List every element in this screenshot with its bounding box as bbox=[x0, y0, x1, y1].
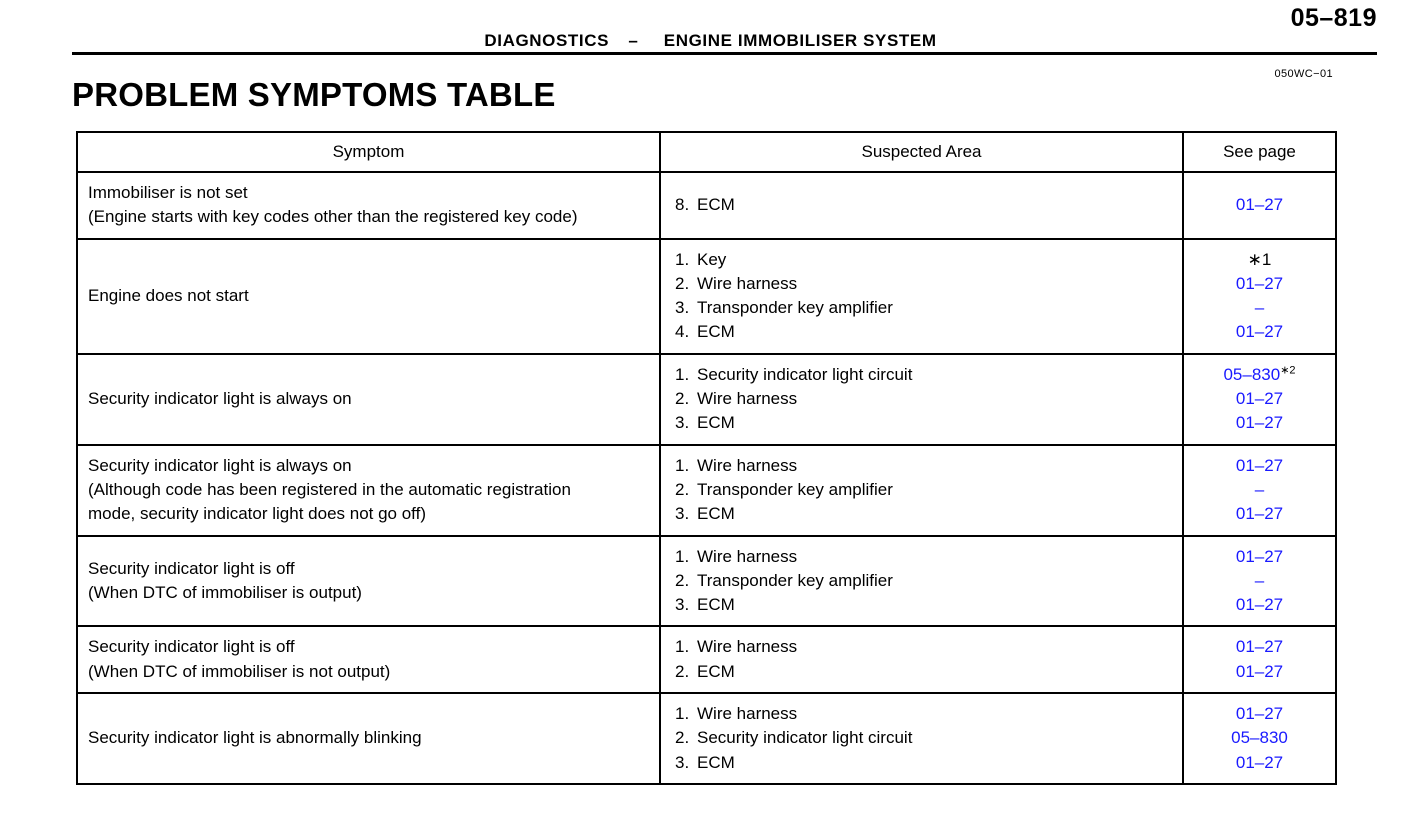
suspected-area-text: ECM bbox=[697, 322, 735, 342]
symptom-line: (Although code has been registered in the automatic registration bbox=[88, 479, 571, 499]
page-reference-value: 01–27 bbox=[1235, 704, 1284, 724]
header-divider bbox=[72, 52, 1377, 55]
suspected-area-number: 1. bbox=[675, 364, 690, 384]
see-page-cell bbox=[1183, 354, 1336, 445]
problem-symptoms-table bbox=[76, 131, 1337, 785]
page-reference-value: 01–27 bbox=[1235, 661, 1284, 681]
suspected-area-number: 2. bbox=[675, 728, 690, 748]
header-section: DIAGNOSTICS bbox=[484, 31, 610, 50]
suspected-area-cell bbox=[660, 536, 1183, 627]
suspected-area-number: 3. bbox=[675, 595, 690, 615]
suspected-area-item bbox=[675, 478, 1182, 502]
page-reference-link[interactable] bbox=[1184, 593, 1335, 617]
symptom-cell bbox=[77, 445, 660, 536]
table-row bbox=[77, 626, 1336, 693]
header-separator: – bbox=[628, 31, 639, 50]
page-reference-link[interactable] bbox=[1184, 660, 1335, 684]
table-row bbox=[77, 354, 1336, 445]
page-reference-value: 05–830 bbox=[1223, 364, 1281, 384]
suspected-area-text: Wire harness bbox=[697, 273, 798, 293]
table-row bbox=[77, 536, 1336, 627]
symptom-cell bbox=[77, 354, 660, 445]
page-reference-link[interactable] bbox=[1184, 702, 1335, 726]
page-title: PROBLEM SYMPTOMS TABLE bbox=[72, 76, 556, 113]
header-subsection: ENGINE IMMOBILISER SYSTEM bbox=[663, 31, 937, 50]
suspected-area-number: 2. bbox=[675, 389, 690, 409]
page-reference-value: 01–27 bbox=[1235, 413, 1284, 433]
column-header-symptom: Symptom bbox=[77, 132, 660, 172]
suspected-area-text: Transponder key amplifier bbox=[697, 479, 893, 499]
suspected-area-number: 3. bbox=[675, 752, 690, 772]
see-page-cell bbox=[1183, 239, 1336, 354]
suspected-area-item bbox=[675, 296, 1182, 320]
suspected-area-item bbox=[675, 363, 1182, 387]
suspected-area-text: Transponder key amplifier bbox=[697, 570, 893, 590]
page-reference-text bbox=[1184, 478, 1335, 502]
symptom-line: (Engine starts with key codes other than the registered key code) bbox=[88, 207, 578, 227]
page-number: 05–819 bbox=[1290, 4, 1377, 32]
symptom-line: mode, security indicator light does not go off) bbox=[88, 504, 426, 524]
page-reference-link[interactable] bbox=[1184, 751, 1335, 775]
page-reference-value: 01–27 bbox=[1235, 752, 1284, 772]
suspected-area-item bbox=[675, 635, 1182, 659]
page-reference-value: – bbox=[1254, 479, 1265, 499]
see-page-cell bbox=[1183, 626, 1336, 693]
suspected-area-cell bbox=[660, 239, 1183, 354]
suspected-area-item bbox=[675, 751, 1182, 775]
suspected-area-item bbox=[675, 248, 1182, 272]
suspected-area-text: Wire harness bbox=[697, 389, 798, 409]
suspected-area-text: Wire harness bbox=[697, 637, 798, 657]
suspected-area-item bbox=[675, 387, 1182, 411]
suspected-area-cell bbox=[660, 626, 1183, 693]
suspected-area-number: 8. bbox=[675, 195, 690, 215]
symptom-cell bbox=[77, 239, 660, 354]
page-reference-value: 01–27 bbox=[1235, 504, 1284, 524]
symptom-line: Security indicator light is always on bbox=[88, 455, 352, 475]
suspected-area-text: ECM bbox=[697, 661, 735, 681]
suspected-area-text: Wire harness bbox=[697, 455, 798, 475]
symptom-line: Security indicator light is off bbox=[88, 637, 295, 657]
page-reference-link[interactable] bbox=[1184, 272, 1335, 296]
suspected-area-number: 2. bbox=[675, 273, 690, 293]
suspected-area-item bbox=[675, 454, 1182, 478]
page-reference-value: 01–27 bbox=[1235, 195, 1284, 215]
suspected-area-number: 2. bbox=[675, 661, 690, 681]
page-reference-value: – bbox=[1254, 570, 1265, 590]
page-reference-text bbox=[1184, 569, 1335, 593]
page-reference-text bbox=[1184, 296, 1335, 320]
symptom-cell bbox=[77, 626, 660, 693]
suspected-area-item bbox=[675, 569, 1182, 593]
suspected-area-text: ECM bbox=[697, 595, 735, 615]
column-header-suspected-area: Suspected Area bbox=[660, 132, 1183, 172]
symptom-line: Security indicator light is off bbox=[88, 558, 295, 578]
page-reference-link[interactable] bbox=[1184, 502, 1335, 526]
symptom-line: (When DTC of immobiliser is not output) bbox=[88, 661, 391, 681]
suspected-area-item bbox=[675, 193, 1182, 217]
suspected-area-text: Security indicator light circuit bbox=[697, 728, 913, 748]
suspected-area-item bbox=[675, 272, 1182, 296]
suspected-area-number: 1. bbox=[675, 455, 690, 475]
page-reference-link[interactable] bbox=[1184, 411, 1335, 435]
suspected-area-text: Wire harness bbox=[697, 546, 798, 566]
suspected-area-item bbox=[675, 545, 1182, 569]
suspected-area-cell bbox=[660, 445, 1183, 536]
see-page-cell bbox=[1183, 172, 1336, 239]
suspected-area-text: Security indicator light circuit bbox=[697, 364, 913, 384]
see-page-cell bbox=[1183, 693, 1336, 784]
suspected-area-cell bbox=[660, 354, 1183, 445]
suspected-area-text: ECM bbox=[697, 752, 735, 772]
page-reference-link[interactable] bbox=[1184, 726, 1335, 750]
symptom-cell bbox=[77, 536, 660, 627]
suspected-area-number: 3. bbox=[675, 413, 690, 433]
suspected-area-number: 3. bbox=[675, 504, 690, 524]
page-reference-value: 01–27 bbox=[1235, 637, 1284, 657]
table-header-row bbox=[77, 132, 1336, 172]
symptom-line: Engine does not start bbox=[88, 286, 249, 306]
table-row bbox=[77, 239, 1336, 354]
suspected-area-item bbox=[675, 502, 1182, 526]
suspected-area-number: 1. bbox=[675, 637, 690, 657]
symptom-cell bbox=[77, 693, 660, 784]
page-reference-value: 01–27 bbox=[1235, 322, 1284, 342]
table-body bbox=[77, 172, 1336, 784]
suspected-area-text: Wire harness bbox=[697, 704, 798, 724]
see-page-cell bbox=[1183, 536, 1336, 627]
suspected-area-item bbox=[675, 411, 1182, 435]
suspected-area-text: ECM bbox=[697, 504, 735, 524]
suspected-area-number: 2. bbox=[675, 479, 690, 499]
suspected-area-item bbox=[675, 702, 1182, 726]
page-reference-value: 01–27 bbox=[1235, 273, 1284, 293]
symptom-line: Immobiliser is not set bbox=[88, 183, 248, 202]
suspected-area-number: 4. bbox=[675, 322, 690, 342]
see-page-cell bbox=[1183, 445, 1336, 536]
suspected-area-text: ECM bbox=[697, 413, 735, 433]
symptom-cell bbox=[77, 172, 660, 239]
page-reference-link[interactable] bbox=[1184, 320, 1335, 344]
suspected-area-cell bbox=[660, 172, 1183, 239]
page-reference-value: 05–830 bbox=[1231, 728, 1288, 748]
suspected-area-cell bbox=[660, 693, 1183, 784]
page-reference-value: 01–27 bbox=[1235, 546, 1284, 566]
page-reference-value: 01–27 bbox=[1235, 455, 1284, 475]
suspected-area-number: 3. bbox=[675, 298, 690, 318]
symptom-line: Security indicator light is abnormally blinking bbox=[88, 728, 422, 748]
symptom-line: (When DTC of immobiliser is output) bbox=[88, 583, 362, 602]
suspected-area-number: 2. bbox=[675, 570, 690, 590]
suspected-area-text: Transponder key amplifier bbox=[697, 298, 893, 318]
suspected-area-number: 1. bbox=[675, 546, 690, 566]
table-row bbox=[77, 172, 1336, 239]
page-reference-link[interactable] bbox=[1184, 545, 1335, 569]
suspected-area-text: ECM bbox=[697, 195, 735, 215]
page-reference-value: ∗1 bbox=[1247, 249, 1272, 269]
document-header-title bbox=[0, 31, 1421, 51]
symptom-line: Security indicator light is always on bbox=[88, 389, 352, 409]
page-reference-text bbox=[1184, 248, 1335, 272]
suspected-area-item bbox=[675, 726, 1182, 750]
table-row bbox=[77, 693, 1336, 784]
page-reference-value: 01–27 bbox=[1235, 595, 1284, 615]
page-reference-link[interactable] bbox=[1184, 193, 1335, 217]
page-reference-value: – bbox=[1254, 298, 1265, 318]
page-reference-link[interactable] bbox=[1184, 387, 1335, 411]
suspected-area-number: 1. bbox=[675, 704, 690, 724]
column-header-see-page: See page bbox=[1183, 132, 1336, 172]
page-reference-value: 01–27 bbox=[1235, 389, 1284, 409]
page-reference-footnote: ∗2 bbox=[1280, 364, 1296, 377]
suspected-area-number: 1. bbox=[675, 249, 690, 269]
table-row bbox=[77, 445, 1336, 536]
document-code: 050WC−01 bbox=[1274, 68, 1333, 80]
page-reference-link[interactable] bbox=[1184, 454, 1335, 478]
suspected-area-item bbox=[675, 593, 1182, 617]
page-reference-link[interactable] bbox=[1184, 635, 1335, 659]
suspected-area-item bbox=[675, 660, 1182, 684]
suspected-area-item bbox=[675, 320, 1182, 344]
suspected-area-text: Key bbox=[697, 249, 727, 269]
page-reference-link[interactable] bbox=[1184, 363, 1335, 387]
